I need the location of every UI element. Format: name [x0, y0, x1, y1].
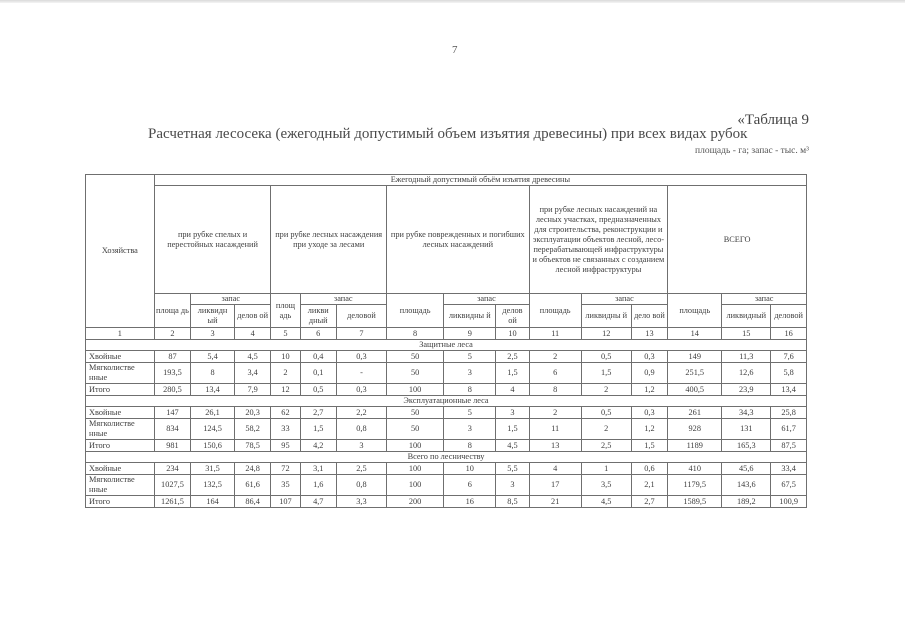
table-cell: 50 [386, 419, 443, 440]
column-number: 10 [496, 328, 529, 340]
section-row [86, 396, 807, 407]
table-cell: 280,5 [154, 384, 190, 396]
group-infrastructure-header: при рубке лесных насаждений на лесных участках, предназначенных для строительства, реконструкции и эксплуатации объектов лесной, лесо-перерабатывающей инфраструктуры и объектов не связанных с созданием лесной инфраструктуры [529, 186, 668, 294]
table-cell: 3 [496, 475, 529, 496]
farms-header: Хозяйства [86, 175, 155, 328]
table-row [86, 351, 807, 363]
business-header: делов ой [234, 305, 270, 328]
table-cell: 61,6 [234, 475, 270, 496]
table-header [86, 175, 807, 340]
business-header: делов ой [496, 305, 529, 328]
table-cell: 0,8 [336, 419, 386, 440]
table-cell: 1,5 [581, 363, 631, 384]
column-number: 3 [191, 328, 235, 340]
table-cell: 7,6 [771, 351, 807, 363]
stock-header: запас [300, 294, 386, 305]
liquid-header: ликвидн ый [191, 305, 235, 328]
table-cell: 3 [496, 407, 529, 419]
table-cell: 2,1 [631, 475, 667, 496]
table-cell: 100 [386, 475, 443, 496]
table-row [86, 419, 807, 440]
table-cell: 86,4 [234, 496, 270, 508]
group-damaged-header: при рубке поврежденных и погибших лесных насаждений [386, 186, 529, 294]
table-cell: 1 [581, 463, 631, 475]
table-cell: 2 [529, 407, 581, 419]
liquid-header: ликвидны й [444, 305, 496, 328]
table-cell: 3 [444, 363, 496, 384]
table-reference: «Таблица 9 [737, 112, 809, 128]
table-cell: 189,2 [722, 496, 771, 508]
table-cell: 143,6 [722, 475, 771, 496]
table-cell: 100 [386, 440, 443, 452]
table-cell: 0,4 [300, 351, 336, 363]
section-row [86, 452, 807, 463]
table-cell: 4 [529, 463, 581, 475]
table-cell: 13 [529, 440, 581, 452]
farm-name-cell: Хвойные [86, 351, 155, 363]
column-number: 9 [444, 328, 496, 340]
area-header: площадь [668, 294, 722, 328]
table-cell: 165,3 [722, 440, 771, 452]
table-cell: 11 [529, 419, 581, 440]
table-row [86, 384, 807, 396]
table-cell: 50 [386, 363, 443, 384]
table-cell: 2,7 [631, 496, 667, 508]
table-cell: 834 [154, 419, 190, 440]
table-cell: 981 [154, 440, 190, 452]
table-cell: 5 [444, 351, 496, 363]
table-cell: 100 [386, 384, 443, 396]
table-cell: 26,1 [191, 407, 235, 419]
table-cell: 16 [444, 496, 496, 508]
table-cell: 0,5 [581, 351, 631, 363]
table-row [86, 363, 807, 384]
table-cell: 1189 [668, 440, 722, 452]
table-cell: 1,2 [631, 384, 667, 396]
table-cell: 4 [496, 384, 529, 396]
farm-name-cell: Хвойные [86, 463, 155, 475]
farm-name-cell: Итого [86, 440, 155, 452]
table-cell: 8 [529, 384, 581, 396]
table-cell: 2 [581, 419, 631, 440]
stock-header: запас [444, 294, 529, 305]
table-cell: 149 [668, 351, 722, 363]
table-cell: 2,5 [336, 463, 386, 475]
group-total-header: ВСЕГО [668, 186, 807, 294]
liquid-header: ликвидный [722, 305, 771, 328]
table-cell: 164 [191, 496, 235, 508]
table-cell: 6 [529, 363, 581, 384]
table-cell: 61,7 [771, 419, 807, 440]
business-header: деловой [771, 305, 807, 328]
table-cell: 1,2 [631, 419, 667, 440]
table-cell: 6 [444, 475, 496, 496]
column-number: 2 [154, 328, 190, 340]
table-cell: 410 [668, 463, 722, 475]
column-number: 16 [771, 328, 807, 340]
column-number: 1 [86, 328, 155, 340]
table-cell: 17 [529, 475, 581, 496]
table-cell: 0,8 [336, 475, 386, 496]
table-cell: 1589,5 [668, 496, 722, 508]
table-row [86, 463, 807, 475]
table-cell: 2,2 [336, 407, 386, 419]
table-row [86, 407, 807, 419]
table-cell: 33 [271, 419, 300, 440]
column-number: 5 [271, 328, 300, 340]
section-row [86, 340, 807, 351]
column-number: 14 [668, 328, 722, 340]
table-cell: 8 [444, 384, 496, 396]
table-cell: 24,8 [234, 463, 270, 475]
group-mature-header: при рубке спелых и перестойных насаждений [154, 186, 271, 294]
farm-name-cell: Хвойные [86, 407, 155, 419]
column-number: 7 [336, 328, 386, 340]
table-cell: 261 [668, 407, 722, 419]
stock-header: запас [581, 294, 667, 305]
table-cell: 132,5 [191, 475, 235, 496]
column-number-row [86, 328, 807, 340]
section-title: Защитные леса [86, 340, 807, 351]
table-cell: 3,5 [581, 475, 631, 496]
table-cell: 1,5 [300, 419, 336, 440]
table-cell: 13,4 [191, 384, 235, 396]
table-cell: 31,5 [191, 463, 235, 475]
column-number: 12 [581, 328, 631, 340]
stock-header: запас [191, 294, 271, 305]
table-cell: 12 [271, 384, 300, 396]
table-cell: 35 [271, 475, 300, 496]
table-cell: 78,5 [234, 440, 270, 452]
table-cell: 2 [581, 384, 631, 396]
section-title: Эксплуатационные леса [86, 396, 807, 407]
table-cell: 67,5 [771, 475, 807, 496]
table-cell: 23,9 [722, 384, 771, 396]
table-row [86, 440, 807, 452]
table-cell: 10 [444, 463, 496, 475]
column-number: 8 [386, 328, 443, 340]
farm-name-cell: Мягколистве нные [86, 363, 155, 384]
table-cell: 5,4 [191, 351, 235, 363]
table-cell: 100 [386, 463, 443, 475]
farm-name-cell: Итого [86, 496, 155, 508]
table-cell: 107 [271, 496, 300, 508]
table-cell: 2,5 [496, 351, 529, 363]
table-cell: 1,5 [496, 419, 529, 440]
table-cell: 21 [529, 496, 581, 508]
harvest-table [85, 174, 807, 508]
farm-name-cell: Мягколистве нные [86, 475, 155, 496]
table-cell: 72 [271, 463, 300, 475]
table-cell: 0,5 [300, 384, 336, 396]
table-cell: 1027,5 [154, 475, 190, 496]
table-cell: 5,8 [771, 363, 807, 384]
table-cell: 0,3 [631, 351, 667, 363]
table-cell: 2,7 [300, 407, 336, 419]
table-cell: 3,1 [300, 463, 336, 475]
table-row [86, 496, 807, 508]
table-cell: 7,9 [234, 384, 270, 396]
table-cell: 5,5 [496, 463, 529, 475]
table-cell: 87,5 [771, 440, 807, 452]
table-cell: 100,9 [771, 496, 807, 508]
table-cell: 3 [336, 440, 386, 452]
units-note: площадь - га; запас - тыс. м³ [695, 146, 809, 156]
table-cell: 3 [444, 419, 496, 440]
table-cell: 0,9 [631, 363, 667, 384]
table-cell: 1,5 [496, 363, 529, 384]
table-cell: 8,5 [496, 496, 529, 508]
liquid-header: ликвидны й [581, 305, 631, 328]
table-cell: 13,4 [771, 384, 807, 396]
table-cell: 0,3 [336, 351, 386, 363]
table-cell: 4,5 [234, 351, 270, 363]
table-cell: 2 [529, 351, 581, 363]
table-cell: 1179,5 [668, 475, 722, 496]
table-cell: 45,6 [722, 463, 771, 475]
table-cell: 1,5 [631, 440, 667, 452]
table-cell: 50 [386, 407, 443, 419]
table-cell: 3,3 [336, 496, 386, 508]
business-header: деловой [336, 305, 386, 328]
table-cell: 1261,5 [154, 496, 190, 508]
liquid-header: ликви дный [300, 305, 336, 328]
area-header: площ адь [271, 294, 300, 328]
column-number: 6 [300, 328, 336, 340]
table-cell: 0,5 [581, 407, 631, 419]
table-cell: 0,6 [631, 463, 667, 475]
table-cell: 200 [386, 496, 443, 508]
area-header: площадь [529, 294, 581, 328]
table-cell: 4,7 [300, 496, 336, 508]
table-cell: 87 [154, 351, 190, 363]
table-cell: 4,5 [496, 440, 529, 452]
table-cell: 234 [154, 463, 190, 475]
table-cell: 8 [191, 363, 235, 384]
table-cell: 34,3 [722, 407, 771, 419]
table-cell: 1,6 [300, 475, 336, 496]
table-cell: 8 [444, 440, 496, 452]
table-cell: 4,5 [581, 496, 631, 508]
column-number: 15 [722, 328, 771, 340]
document-title: Расчетная лесосека (ежегодный допустимый объем изъятия древесины) при всех видах рубок [148, 126, 748, 142]
table-cell: 131 [722, 419, 771, 440]
table-cell: 0,3 [336, 384, 386, 396]
table-cell: 25,8 [771, 407, 807, 419]
page-number: 7 [452, 44, 458, 56]
table-cell: 2,5 [581, 440, 631, 452]
column-number: 13 [631, 328, 667, 340]
table-cell: 33,4 [771, 463, 807, 475]
table-cell: 5 [444, 407, 496, 419]
table-cell: 124,5 [191, 419, 235, 440]
business-header: дело вой [631, 305, 667, 328]
table-cell: 2 [271, 363, 300, 384]
page-top-edge [0, 0, 905, 3]
table-cell: 147 [154, 407, 190, 419]
table-cell: 11,3 [722, 351, 771, 363]
group-thinning-header: при рубке лесных насаждения при уходе за лесами [271, 186, 387, 294]
table-cell: 150,6 [191, 440, 235, 452]
farm-name-cell: Мягколистве нные [86, 419, 155, 440]
table-cell: 0,1 [300, 363, 336, 384]
table-cell: 251,5 [668, 363, 722, 384]
stock-header: запас [722, 294, 807, 305]
table-cell: 400,5 [668, 384, 722, 396]
table-cell: 62 [271, 407, 300, 419]
annual-allowable-header: Ежегодный допустимый объём изъятия древесины [154, 175, 806, 186]
table-cell: 10 [271, 351, 300, 363]
table-cell: 193,5 [154, 363, 190, 384]
table-cell: 50 [386, 351, 443, 363]
table-cell: 20,3 [234, 407, 270, 419]
column-number: 11 [529, 328, 581, 340]
table-cell: 0,3 [631, 407, 667, 419]
table-cell: - [336, 363, 386, 384]
area-header: площа дь [154, 294, 190, 328]
table-cell: 95 [271, 440, 300, 452]
column-number: 4 [234, 328, 270, 340]
table-cell: 3,4 [234, 363, 270, 384]
table-row [86, 475, 807, 496]
table-cell: 928 [668, 419, 722, 440]
table-body [86, 340, 807, 508]
section-title: Всего по лесничеству [86, 452, 807, 463]
table-cell: 12,6 [722, 363, 771, 384]
farm-name-cell: Итого [86, 384, 155, 396]
table-cell: 58,2 [234, 419, 270, 440]
area-header: площадь [386, 294, 443, 328]
table-cell: 4,2 [300, 440, 336, 452]
